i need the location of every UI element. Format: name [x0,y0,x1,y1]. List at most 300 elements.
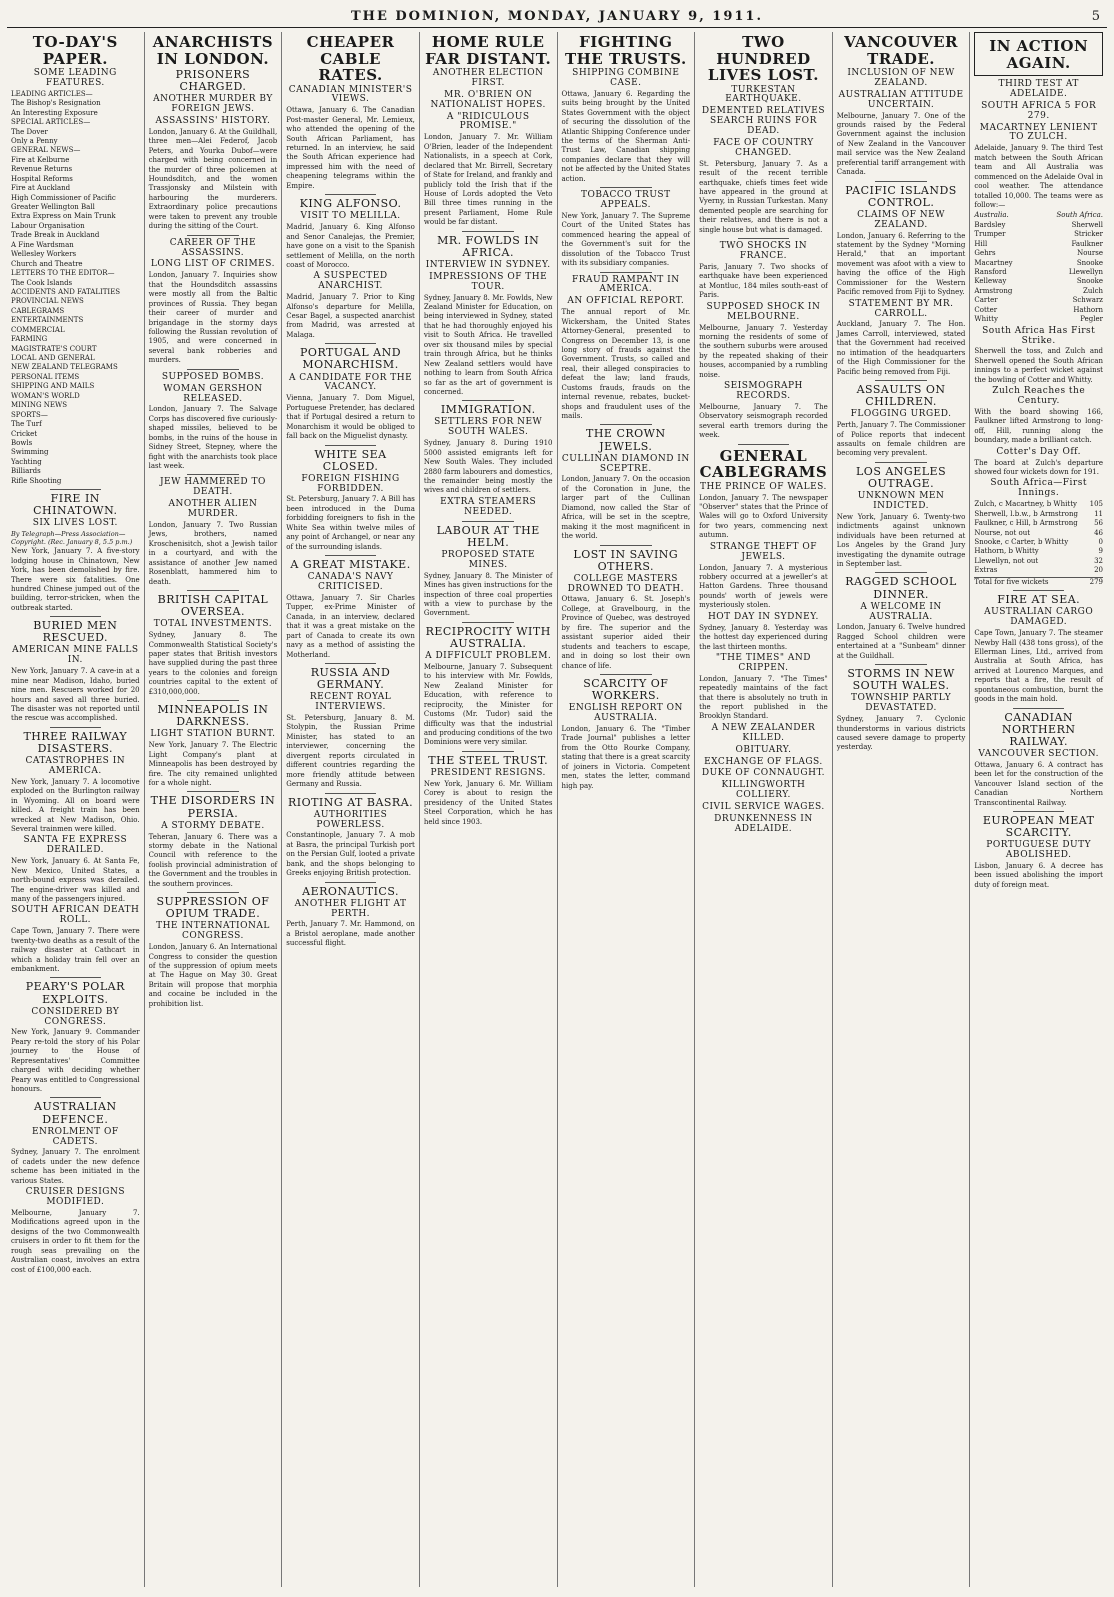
divider [738,444,789,445]
divider [325,882,376,883]
team-row [974,268,1103,277]
divider [50,727,101,728]
team-name: Australia. [974,211,1009,220]
subheadline: SETTLERS FOR NEW SOUTH WALES. [434,417,543,438]
subheadline: CLAIMS OF NEW ZEALAND. [857,209,945,230]
player-name: Nourse [1077,249,1103,258]
subheadline: Zulch Reaches the Century. [992,386,1086,407]
subheadline: ANOTHER MURDER BY FOREIGN JEWS. [153,94,273,115]
article-text: Melbourne, January 7. Modifications agreed upon in the designs of the two Commonwealth cruisers in order to fit them for the rough seas prevailing on the Australian coast, involves an extra cost of £100,000 each. [11,1208,140,1274]
divider [187,700,238,701]
contents-item: Fire at Auckland [11,184,71,193]
contents-item: Church and Theatre [11,259,83,268]
contents-item: ACCIDENTS AND FATALITIES [11,287,121,296]
contents-item: Cricket [11,429,38,438]
subheadline: A CANDIDATE FOR THE VACANCY. [288,372,413,393]
article-text: Madrid, January 7. Prior to King Alfonso's departure for Melilla, Cesar Bagel, a suspected anarchist from Madrid, was arrested at Malaga. [286,293,415,339]
article-text: Perth, January 7. Mr. Hammond, on a Bristol aeroplane, made another successful flight. [286,920,415,948]
article-text: The annual report of Mr. Wickersham, the United States Attorney-General, presented to Congress on December 13, is one long story of frauds against the Government. Trusts, so called and real, their alleged conspiracies to defeat the law; land frauds, Customs frauds, frauds on the internal revenue, rebates, bucket-shops and fraudulent uses of the mails. [561,308,691,421]
player-name: Stricker [1074,230,1103,239]
article-text: New York, January 7. A locomotive exploded on the Burlington railway in Wyoming. All on board were killed. A freight train has been wrecked at New Madison, Ohio. Several trainmen were killed. [11,777,140,834]
divider [325,793,376,794]
article-text: London, January 7. On the occasion of the Coronation in June, the larger part of the Cullinan Diamond, now called the Star of Africa, will be set in the sceptre, making it the most magnificent in the world. [561,475,691,541]
article-text: Adelaide, January 9. The third Test match between the South African team and All Australia was commenced on the Adelaide Oval in cool weather. The attendance totalled 10,000. The teams were as follow:— [974,144,1103,209]
article-text: Sydney, January 8. Yesterday was the hottest day experienced during the last thirteen months. [699,623,828,651]
headline: FIGHTING THE TRUSTS. [564,33,687,68]
contents-item: LETTERS TO THE EDITOR— [11,269,115,278]
contents-item: LEADING ARTICLES— [11,89,93,98]
headline: MINNEAPOLIS IN DARKNESS. [157,703,269,729]
team-row [974,221,1103,230]
article-text: New York, January 7. A cave-in at a mine near Madison, Idaho, buried nine men. Rescuers worked for 20 hours and saved all three buried. The disaster was not reported until the rescue was accomplished. [11,667,140,723]
headline: LABOUR AT THE HELM. [436,523,540,549]
article-text: New York, January 9. Commander Peary re-told the story of his Polar journey to the House of Representatives' Committee charged with deciding whether Peary was entitled to Congressional honours. [11,1028,140,1094]
article-text: Ottawa, January 6. Regarding the suits being brought by the United States Government with the object of securing the dissolution of the Atlantic Shipping Conference under the terms of the Sherman Anti-Trust Law, Canadian shipping companies declare that they will not be affected by the United States action. [561,89,691,183]
headline: THE DISORDERS IN PERSIA. [150,794,276,820]
subheadline: TOWNSHIP PARTLY DEVASTATED. [850,693,952,714]
contents-item: Billiards [11,467,41,476]
subheadline: CULLINAN DIAMOND IN SCEPTRE. [561,453,690,474]
article-text: London, January 6. Referring to the statement by the Sydney "Morning Herald," that an important movement was afoot with a view to having the office of the High Commissioner for the Western Pacific removed from Fiji to Sydney. [836,231,966,297]
headline: AERONAUTICS. [302,884,399,898]
article-text: Sydney, January 7. The enrolment of cadets under the new defence scheme has been initiated in the various States. [11,1148,140,1185]
batsman: Faulkner, c Hill, b Armstrong [974,519,1078,528]
subheadline: DEMENTED RELATIVES SEARCH RUINS FOR DEAD. [701,106,826,137]
contents-item: MINING NEWS [11,401,67,410]
subheadline: SHIPPING COMBINE CASE. [572,68,680,88]
article-text: Sherwell the toss, and Zulch and Sherwell opened the South African innings to a perfect wicket against the bowling of Cotter and Whitty. [974,347,1103,384]
article-text: London, January 7. A mysterious robbery occurred at a jeweller's at Hatton Gardens. Three thousand pounds' worth of jewels were mysteriously stolen. [699,563,828,610]
divider [600,187,651,188]
article-text: New York, January 6. Mr. William Corey is about to resign the presidency of the United States Steel Corporation, which he has held since 1903. [423,779,553,826]
article-text: London, January 6. An International Congress to consider the question of the suppression of opium meets at The Hague on May 30. Great Britain will propose that morphia and cocaine be included in the prohibition list. [148,943,278,1008]
article-text: The board at Zulch's departure showed four wickets down for 191. [974,458,1103,477]
player-name: Gehrs [974,249,996,258]
article-text: Cape Town, January 7. There were twenty-two deaths as a result of the railway disaster at Cathcart in which a holiday train fell over an embankment. [11,927,140,973]
batsman: Zulch, c Macartney, b Whitty [974,500,1077,509]
subheadline: STRANGE THEFT OF JEWELS. [709,541,817,562]
contents-item: PROVINCIAL NEWS [11,297,84,306]
headline: KING ALFONSO. [299,197,402,211]
contents-item: Labour Organisation [11,221,85,230]
subheadline: "THE TIMES" AND CRIPPEN. [715,652,811,673]
subheadline: COLLEGE MASTERS DROWNED TO DEATH. [567,573,684,594]
subheadline: EXTRA STEAMERS NEEDED. [440,496,537,517]
headline: ASSAULTS ON CHILDREN. [856,383,946,409]
contents-item: Rifle Shooting [11,476,62,485]
divider [187,892,238,893]
player-name: Macartney [974,258,1013,267]
contents-item: Fire at Kelburne [11,155,70,164]
score-row [974,538,1103,547]
contents-item: Only a Penny [11,136,58,145]
divider [1013,708,1064,709]
headline: LOST IN SAVING OTHERS. [573,547,679,573]
subheadline: SOUTH AFRICAN DEATH ROLL. [11,905,140,926]
headline: IMMIGRATION. [440,403,536,417]
headline: GENERAL CABLEGRAMS [699,446,828,482]
contents-item: The Turf [11,420,42,429]
subheadline: A "RIDICULOUS PROMISE." [446,111,530,132]
player-name: Llewellyn [1068,268,1103,277]
headline: RAGGED SCHOOL DINNER. [845,575,957,601]
team-row [974,259,1103,268]
subheadline: THE PRINCE OF WALES. [699,481,827,492]
headline: HOME RULE FAR DISTANT. [425,33,552,68]
subheadline: CAREER OF THE ASSASSINS. [169,237,257,258]
divider [50,616,101,617]
headline: CANADIAN NORTHERN RAILWAY. [1001,710,1076,748]
subheadline: RECENT ROYAL INTERVIEWS. [309,692,392,713]
divider [462,521,513,522]
score-row [974,557,1103,566]
article-text: London, January 6. At the Guildhall, three men—Alei Federof, Jacob Peters, and Yourka Dubof—were charged with being concerned in the murder of three policemen at Houndsditch, and the women Trassjonsky and Milstein with harbouring the murderers. Extraordinary police precautions were taken to prevent any trouble during the sitting of the Court. [148,127,278,231]
column-2 [145,32,283,1587]
article-text: London, January 7. Mr. William O'Brien, leader of the Independent Nationalists, in a speech at Cork, declared that Mr. Birrell, Secretary of State for Ireland, and frankly and publicly told the Irish that if the House of Lords adopted the Veto Bill three times running in the present Parliament, Home Rule would be far distant. [423,133,553,227]
contents-item: Bowls [11,438,33,447]
runs: 46 [1094,528,1103,537]
teams-table [974,211,1103,324]
contents-item: The Cook Islands [11,278,73,287]
divider [325,194,376,195]
subheadline: TURKESTAN EARTHQUAKE. [725,84,802,105]
subheadline: SANTA FE EXPRESS DERAILED. [23,835,128,856]
subheadline: PRISONERS CHARGED. [175,68,251,94]
contents-item: COMMERCIAL [11,325,65,334]
subheadline: ANOTHER ELECTION FIRST. [432,68,544,88]
score-row [974,510,1103,519]
headline: LOS ANGELES OUTRAGE. [856,464,947,490]
score-total-label: Total for five wickets [974,577,1049,586]
article-text: Sydney, January 8. Mr. Fowlds, New Zealand Minister for Education, on being interviewed in Sydney, stated that he had thoroughly enjoyed his visit to South Africa. He travelled over six thousand miles by special train through Africa, but he thinks New Zealand settlers would have nothing to learn from South Africa so far as the art of government is concerned. [423,293,553,396]
headline: WHITE SEA CLOSED. [314,447,387,473]
divider [462,751,513,752]
runs: 20 [1094,566,1103,575]
subheadline: KILLINGWORTH COLLIERY. [721,780,806,801]
article-text: St. Petersburg, January 7. A Bill has been introduced in the Duma forbidding foreigners to fish in the White Sea within twelve miles of any point of Archangel, or near any of the surrounding islands. [286,495,415,551]
runs: 56 [1094,519,1103,528]
headline: IN ACTION AGAIN. [989,37,1089,72]
scorecard [974,500,1103,576]
headline: STORMS IN NEW SOUTH WALES. [847,667,955,693]
article-text: New York, January 7. The Supreme Court of the United States has commenced hearing the appeal of the Government's suit for the dissolution of the Tobacco Trust with its subsidiary companies. [561,211,691,268]
subheadline: PORTUGUESE DUTY ABOLISHED. [986,840,1092,861]
player-name: Snooke [1076,258,1103,267]
score-row [974,566,1103,575]
player-name: Bardsley [974,220,1006,229]
divider [187,474,238,475]
divider [462,622,513,623]
subheadline: INTERVIEW IN SYDNEY. [425,259,551,270]
contents-list [11,90,140,486]
subheadline: IMPRESSIONS OF THE TOUR. [429,271,548,292]
contents-item: The Dover [11,127,48,136]
batsman: Llewellyn, not out [974,556,1039,565]
contents-item: SHIPPING AND MAILS [11,382,95,391]
subheadline: CANADIAN MINISTER'S VIEWS. [288,84,413,105]
article-text: Sydney, January 8. The Commonwealth Statistical Society's paper states that British investors have supplied during the past three years to the colonies and foreign countries capital to the extent of £310,000,000. [148,631,278,696]
subheadline: AN OFFICIAL REPORT. [567,296,685,307]
subheadline: ENGLISH REPORT ON AUSTRALIA. [568,703,683,724]
divider [1013,590,1064,591]
subheadline: SUPPOSED SHOCK IN MELBOURNE. [706,301,821,322]
contents-item: ENTERTAINMENTS [11,316,84,325]
subheadline: FRAUD RAMPANT IN AMERICA. [572,274,680,295]
contents-item: NEW ZEALAND TELEGRAMS [11,363,118,372]
headline: ANARCHISTS IN LONDON. [152,33,274,68]
runs: 0 [1098,538,1103,547]
headline: CHEAPER CABLE RATES. [306,33,395,84]
batsman: Hathorn, b Whitty [974,547,1039,556]
headline: FIRE AT SEA. [997,593,1081,607]
divider [187,791,238,792]
player-name: Pegler [1080,315,1103,324]
player-name: Carter [974,296,998,305]
subheadline: OBITUARY. [735,744,792,755]
runs: 11 [1094,509,1103,518]
contents-item: SPECIAL ARTICLES— [11,118,91,127]
divider [462,400,513,401]
masthead-title: THE DOMINION, MONDAY, JANUARY 9, 1911. [351,9,763,24]
batsman: Sherwell, l.b.w., b Armstrong [974,509,1078,518]
runs: 105 [1089,500,1103,509]
batsman: Snooke, c Carter, b Whitty [974,538,1069,547]
divider [50,977,101,978]
article-text: St. Petersburg, January 7. As a result of the recent terrible earthquake, chiefs times feet wide have appeared in the ground at Vyerny, in Russian Turkestan. Many demented people are searching for their relatives, and there is not a single house but what is damaged. [699,159,828,234]
runs: 32 [1094,556,1103,565]
contents-item: SPORTS— [11,410,48,419]
subheadline: HOT DAY IN SYDNEY. [707,611,819,622]
column-3 [282,32,420,1587]
headline: RIOTING AT BASRA. [287,795,414,809]
batsman: Extras [974,566,998,575]
subheadline: SOUTH AFRICA 5 FOR 279. [981,100,1097,121]
columns [7,32,1107,1587]
headline: THE CROWN JEWELS. [586,427,666,453]
contents-item: WOMAN'S WORLD [11,391,80,400]
headline: SCARCITY OF WORKERS. [583,676,669,703]
contents-item: Trade Break in Auckland [11,231,100,240]
player-name: Faulkner [1071,239,1103,248]
subheadline: South Africa Has First Strike. [982,325,1096,346]
player-name: Trumper [974,230,1006,239]
subheadline: WOMAN GERSHON RELEASED. [163,383,263,404]
contents-item: FARMING [11,335,48,344]
article-text: Melbourne, January 7. The Observatory seismograph recorded several earth tremors during the week. [699,402,828,440]
subheadline: THE INTERNATIONAL CONGRESS. [156,921,270,942]
subheadline: DUKE OF CONNAUGHT. [701,768,825,779]
article-text: Perth, January 7. The Commissioner of Police reports that indecent assaults on female children are becoming very prevalent. [836,421,966,458]
subheadline: MACARTNEY LENIENT TO ZULCH. [979,122,1098,143]
article-text: Teheran, January 6. There was a stormy debate in the National Council with reference to the foolish provincial administration of the Government and the troubles in the southern provinces. [148,832,278,888]
contents-item: Wellesley Workers [11,250,77,259]
headline: BURIED MEN RESCUED. [33,619,118,645]
subheadline: ASSASSINS' HISTORY. [155,115,271,126]
subheadline: ANOTHER FLIGHT AT PERTH. [294,898,407,919]
subheadline: FLOGGING URGED. [850,409,952,420]
player-name: Snooke [1076,277,1103,286]
divider [875,380,926,381]
contents-item: LOCAL AND GENERAL [11,354,95,363]
subheadline: SOME LEADING FEATURES. [33,68,117,88]
article-text: St. Petersburg, January 8. M. Stolypin, the Russian Prime Minister, has stated to an interviewer, concerning the divergent reports circulated in different countries regarding the more friendly attitude between Germany and Russia. [286,714,415,789]
divider [325,555,376,556]
divider [462,231,513,232]
headline: FIRE IN CHINATOWN. [33,492,118,518]
score-row [974,529,1103,538]
article-text: Sydney, January 8. The Minister of Mines has given instructions for the inspection of three coal properties with a view to purchase by the Government. [423,571,553,618]
subheadline: UNKNOWN MEN INDICTED. [857,491,945,511]
subheadline: TOBACCO TRUST APPEALS. [581,190,671,211]
article-text: Paris, January 7. Two shocks of earthquake have been experienced at Montluc, 184 miles south-east of Paris. [699,263,828,300]
column-6 [695,32,833,1587]
article-text: Ottawa, January 7. Sir Charles Tupper, ex-Prime Minister of Canada, in an interview, declared that it was a great mistake on the part of Canada to create its own navy as a method of assisting the Motherland. [286,593,415,659]
score-total [974,577,1103,587]
divider [187,590,238,591]
article-text: New York, January 6. At Santa Fe, New Mexico, United States, a north-bound express was derailed. The engine-driver was killed and many of the passengers injured. [11,857,140,904]
subheadline: A NEW ZEALANDER KILLED. [711,722,816,743]
newspaper-page [7,4,1107,1589]
runs: 9 [1098,547,1103,556]
column-7 [833,32,971,1587]
player-name: Sherwell [1071,220,1103,229]
subheadline: MR. O'BRIEN ON NATIONALIST HOPES. [430,89,546,110]
player-name: Hill [974,239,988,248]
player-name: Whitty [974,315,998,324]
player-name: Zulch [1082,286,1103,295]
article-text: Ottawa, January 6. The Canadian Post-master General, Mr. Lemieux, who attended the opening of the South African Parliament, has returned. In an interview, he said the South African experience had impressed him with the need of cheapening telegrams within the Empire. [286,106,415,190]
article-text: Cape Town, January 7. The steamer Newby Hall (438 tons gross), of the Ellerman Lines, Ltd., arrived from Australia at South Africa, has arrived at Lourenco Marques, and reports that a fire, the result of spontaneous combustion, burnt the goods in the main hold. [974,629,1103,704]
subheadline: INCLUSION OF NEW ZEALAND. [847,68,955,88]
headline: PACIFIC ISLANDS CONTROL. [845,183,957,209]
article-text: London, January 6. The "Timber Trade Journal" publishes a letter from the Otto Rourke Company, stating that there is a great scarcity of joiners in Victoria. Competent men, states the letter, command high pay. [561,724,691,790]
player-name: Kelleway [974,277,1007,286]
headline: RUSSIA AND GERMANY. [310,666,391,692]
team-row [974,249,1103,258]
column-4 [420,32,558,1587]
subheadline: STATEMENT BY MR. CARROLL. [848,298,954,319]
score-total-value: 279 [1089,577,1103,586]
headline-box [974,32,1103,76]
article-text: Sydney, January 7. Cyclonic thunderstorms in various districts caused severe damage to property yesterday. [836,715,966,752]
article-text: London, January 7. Two Russian Jews, brothers, named Kroschenisitch, shot a Jewish tailor in a courtyard, and with the assistance of another Jew named Rosenblatt, hammered him to death. [148,521,278,586]
headline: TWO HUNDRED LIVES LOST. [707,33,819,84]
column-5 [558,32,696,1587]
contents-item: Revenue Returns [11,165,73,174]
masthead [7,4,1107,28]
subheadline: LONG LIST OF CRIMES. [150,259,275,270]
subheadline: ANOTHER ALIEN MURDER. [168,499,258,520]
subheadline: Cotter's Day Off. [996,446,1082,457]
page-number: 5 [1091,9,1101,24]
subheadline: A DIFFICULT PROBLEM. [425,651,552,662]
subheadline: CIVIL SERVICE WAGES. [702,802,825,813]
subheadline: PRESIDENT RESIGNS. [430,767,546,778]
divider [875,181,926,182]
player-name: Ransford [974,268,1007,277]
article-text: Auckland, January 7. The Hon. James Carroll, interviewed, stated that the Government had received no intimation of the headquarters of the High Commissioner for the Pacific being removed from Fiji. [836,320,966,376]
divider [600,424,651,425]
contents-item: Extra Express on Main Trunk [11,212,116,221]
subheadline: CONSIDERED BY CONGRESS. [31,1006,120,1027]
headline: EUROPEAN MEAT SCARCITY. [982,813,1095,840]
subheadline: AMERICAN MINE FALLS IN. [12,645,139,666]
team-row [974,230,1103,239]
divider [600,545,651,546]
subheadline: VISIT TO MELILLA. [300,211,401,222]
batsman: Nourse, not out [974,528,1031,537]
player-name: Hathorn [1073,305,1103,314]
headline: PORTUGAL AND MONARCHISM. [300,346,402,372]
headline: MR. FOWLDS IN AFRICA. [437,233,540,259]
subheadline: THIRD TEST AT ADELAIDE. [998,79,1079,99]
contents-item: A Fine Wardsman [11,240,74,249]
divider [600,674,651,675]
divider [325,445,376,446]
divider [50,489,101,490]
subheadline: JEW HAMMERED TO DEATH. [159,477,266,498]
headline: PEARY'S POLAR EXPLOITS. [25,980,125,1006]
subheadline: CATASTROPHES IN AMERICA. [25,756,126,776]
subheadline: FOREIGN FISHING FORBIDDEN. [301,473,400,494]
column-1 [7,32,145,1587]
subheadline: LIGHT STATION BURNT. [150,729,276,740]
article-text: London, January 7. "The Times" repeatedly maintains of the fact that there is absolutely no truth in the report published in the Brooklyn Standard. [699,674,828,721]
score-row [974,500,1103,509]
article-text: Constantinople, January 7. A mob at Basra, the principal Turkish port on the Persian Gulf, looted a private bank, and the shops belonging to Greeks enjoying British protection. [286,831,415,878]
subheadline: FACE OF COUNTRY CHANGED. [713,137,814,158]
divider [738,238,789,239]
article-text: Vienna, January 7. Dom Miguel, Portuguese Pretender, has declared that if Portugal desired a return to Monarchism it would be obliged to fall back on the Miguelist dynasty. [286,394,415,441]
headline: RECIPROCITY WITH AUSTRALIA. [425,624,551,650]
subheadline: CANADA'S NAVY CRITICISED. [307,572,394,593]
article-text: Lisbon, January 6. A decree has been issued abolishing the import duty of foreign meat. [974,861,1103,889]
team-row [974,315,1103,324]
headline: THE STEEL TRUST. [428,753,549,767]
team-row [974,277,1103,286]
headline: A GREAT MISTAKE. [290,558,411,572]
divider [325,663,376,664]
column-8 [970,32,1107,1587]
divider [600,272,651,273]
subheadline: South Africa—First Innings. [990,478,1087,499]
article-text: London, January 6. Twelve hundred Ragged School children were entertained at a "Sunbeam" dinner at the Guildhall. [836,623,966,660]
headline: THREE RAILWAY DISASTERS. [23,729,128,755]
article-text: Melbourne, January 7. Subsequent to his interview with Mr. Fowlds, New Zealand Minister for Education, with reference to reciprocity, the Minister for Customs (Mr. Tudor) said the difficulty was that the industrial and producing conditions of the two Dominions were very similar. [423,662,553,747]
player-name: Armstrong [974,286,1013,295]
divider [875,462,926,463]
score-row [974,547,1103,556]
contents-item: PERSONAL ITEMS [11,372,80,381]
subheadline: SIX LIVES LOST. [32,518,118,529]
divider [1013,811,1064,812]
headline: BRITISH CAPITAL OVERSEA. [157,593,269,619]
divider [187,235,238,236]
subheadline: A WELCOME IN AUSTRALIA. [860,601,942,622]
team-row [974,306,1103,315]
headline: SUPPRESSION OF OPIUM TRADE. [156,895,270,921]
divider [50,1097,101,1098]
team-row [974,287,1103,296]
contents-item: High Commissioner of Pacific [11,193,116,202]
team-row [974,240,1103,249]
subheadline: ENROLMENT OF CADETS. [31,1126,119,1147]
headline: VANCOUVER TRADE. [844,33,959,68]
article-text: Melbourne, January 7. Yesterday morning the residents of some of the southern suburbs were aroused by the repeated shaking of their houses, accompanied by a rumbling noise. [699,323,828,379]
article-text: Melbourne, January 7. One of the grounds raised by the Federal Government against the inclusion of New Zealand in the Vancouver mail service was the New Zealand preferential tariff arrangement with Canada. [836,111,966,177]
contents-item: GENERAL NEWS— [11,146,81,155]
team-row [974,296,1103,305]
